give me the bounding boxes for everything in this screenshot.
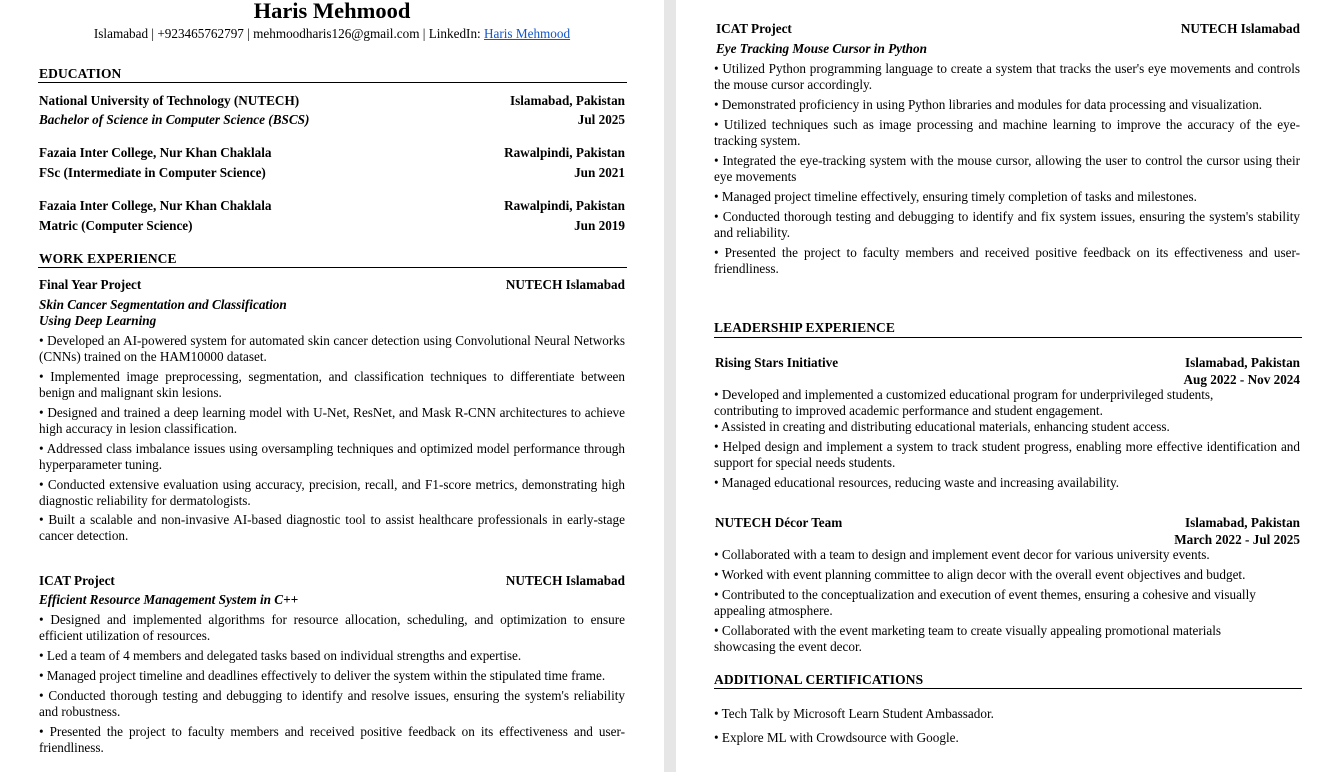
project-org-1: NUTECH Islamabad	[505, 277, 625, 292]
contact-details: Islamabad | +923465762797 | mehmoodharis126@gmail.com | LinkedIn:	[93, 26, 481, 41]
list-item: • Managed project timeline effectively, ensuring timely completion of tasks and milestones.	[714, 189, 1197, 204]
list-item: • Designed and trained a deep learning model with U-Net, ResNet, and Mask R-CNN architectures to achieve high accuracy in lesion classification.	[39, 405, 625, 436]
list-item: • Built a scalable and non-invasive AI-based diagnostic tool to assist healthcare professionals in early-stage cancer detection.	[39, 512, 625, 543]
resume-page-1	[0, 0, 664, 772]
list-item: • Utilized techniques such as image processing and machine learning to improve the accuracy of the eye-tracking system.	[714, 117, 1300, 148]
edu-date-1: Jul 2025	[577, 112, 625, 127]
page-gap	[664, 0, 676, 772]
leadership-location-1: Islamabad, Pakistan	[1184, 355, 1300, 370]
leadership-location-2: Islamabad, Pakistan	[1184, 515, 1300, 530]
list-item: • Helped design and implement a system to track student progress, enabling more effective identification and support for special needs students.	[714, 439, 1300, 470]
list-item: • Managed project timeline and deadlines effectively to deliver the system within the stipulated time frame.	[39, 668, 606, 683]
leadership-divider	[714, 337, 1302, 338]
list-item: • Contributed to the conceptualization and execution of event themes, ensuring a cohesive and visually appealing atmosphere.	[714, 587, 1256, 618]
list-item: • Explore ML with Crowdsource with Google.	[714, 730, 959, 745]
edu-date-3: Jun 2019	[574, 218, 625, 233]
list-item: • Conducted extensive evaluation using accuracy, precision, recall, and F1-score metrics, demonstrating high diagnostic reliability for dermatologists.	[39, 477, 625, 508]
project-title-3: ICAT Project	[716, 21, 792, 36]
edu-location-3: Rawalpindi, Pakistan	[504, 198, 625, 213]
list-item: • Presented the project to faculty members and received positive feedback on its effectiveness and user-friendliness.	[39, 724, 625, 755]
work-heading: WORK EXPERIENCE	[39, 251, 177, 266]
list-item: • Conducted thorough testing and debugging to identify and fix system issues, ensuring the system's stability and reliability.	[714, 209, 1300, 240]
edu-institution-2: Fazaia Inter College, Nur Khan Chaklala	[39, 145, 272, 160]
project-subtitle-1b: Using Deep Learning	[39, 313, 157, 328]
resume-page-2	[676, 0, 1336, 772]
list-item: • Integrated the eye-tracking system with the mouse cursor, allowing the user to control the cursor using their eye movements	[714, 153, 1300, 184]
candidate-name: Haris Mehmood	[253, 0, 411, 23]
edu-degree-2: FSc (Intermediate in Computer Science)	[39, 165, 266, 180]
education-divider	[38, 82, 627, 83]
list-item: • Utilized Python programming language to create a system that tracks the user's eye movements and controls the mouse cursor accordingly.	[714, 61, 1300, 92]
project-org-3: NUTECH Islamabad	[1180, 21, 1300, 36]
list-item: • Collaborated with the event marketing team to create visually appealing promotional materials showcasing the event decor.	[714, 623, 1222, 654]
project-title-1: Final Year Project	[39, 277, 142, 292]
linkedin-link[interactable]: Haris Mehmood	[484, 26, 571, 41]
edu-location-2: Rawalpindi, Pakistan	[504, 145, 625, 160]
leadership-date-1: Aug 2022 - Nov 2024	[1183, 372, 1300, 387]
list-item: • Managed educational resources, reducing waste and increasing availability.	[714, 475, 1120, 490]
work-divider	[38, 267, 627, 268]
edu-degree-1: Bachelor of Science in Computer Science (BSCS)	[39, 112, 310, 127]
list-item: • Presented the project to faculty members and received positive feedback on its effectiveness and user-friendliness.	[714, 245, 1300, 276]
contact-line	[0, 26, 664, 42]
edu-degree-3: Matric (Computer Science)	[39, 218, 193, 233]
edu-location-1: Islamabad, Pakistan	[509, 93, 625, 108]
list-item: • Developed and implemented a customized educational program for underprivileged students, contributing to improved academic performance and student engagement.	[714, 387, 1214, 418]
list-item: • Collaborated with a team to design and implement event decor for various university events.	[714, 547, 1210, 562]
list-item: • Conducted thorough testing and debugging to identify and resolve issues, ensuring the system's reliability and robustness.	[39, 688, 625, 719]
edu-institution-3: Fazaia Inter College, Nur Khan Chaklala	[39, 198, 272, 213]
list-item: • Implemented image preprocessing, segmentation, and classification techniques to differentiate between benign and malignant skin lesions.	[39, 369, 625, 400]
list-item: • Developed an AI-powered system for automated skin cancer detection using Convolutional Neural Networks (CNNs) trained on the HAM10000 dataset.	[39, 333, 625, 364]
list-item: • Led a team of 4 members and delegated tasks based on individual strengths and expertise.	[39, 648, 522, 663]
list-item: • Assisted in creating and distributing educational materials, enhancing student access.	[714, 419, 1170, 434]
list-item: • Demonstrated proficiency in using Python libraries and modules for data processing and visualization.	[714, 97, 1263, 112]
project-subtitle-1a: Skin Cancer Segmentation and Classification	[39, 297, 287, 312]
leadership-title-1: Rising Stars Initiative	[715, 355, 839, 370]
certifications-heading: ADDITIONAL CERTIFICATIONS	[714, 672, 924, 687]
project-subtitle-2: Efficient Resource Management System in C++	[39, 592, 299, 607]
leadership-date-2: March 2022 - Jul 2025	[1174, 532, 1300, 547]
list-item: • Addressed class imbalance issues using oversampling techniques and optimized model performance through hyperparameter tuning.	[39, 441, 625, 472]
list-item: • Designed and implemented algorithms for resource allocation, scheduling, and optimization to ensure efficient utilization of resources.	[39, 612, 625, 643]
edu-date-2: Jun 2021	[574, 165, 625, 180]
list-item: • Worked with event planning committee to align decor with the overall event objectives and budget.	[714, 567, 1246, 582]
project-title-2: ICAT Project	[39, 573, 115, 588]
certifications-divider	[714, 688, 1302, 689]
leadership-title-2: NUTECH Décor Team	[715, 515, 843, 530]
project-org-2: NUTECH Islamabad	[505, 573, 625, 588]
education-heading: EDUCATION	[39, 66, 122, 81]
leadership-heading: LEADERSHIP EXPERIENCE	[714, 320, 896, 335]
edu-institution-1: National University of Technology (NUTECH)	[39, 93, 300, 108]
project-subtitle-3: Eye Tracking Mouse Cursor in Python	[716, 41, 927, 56]
list-item: • Tech Talk by Microsoft Learn Student Ambassador.	[714, 706, 994, 721]
